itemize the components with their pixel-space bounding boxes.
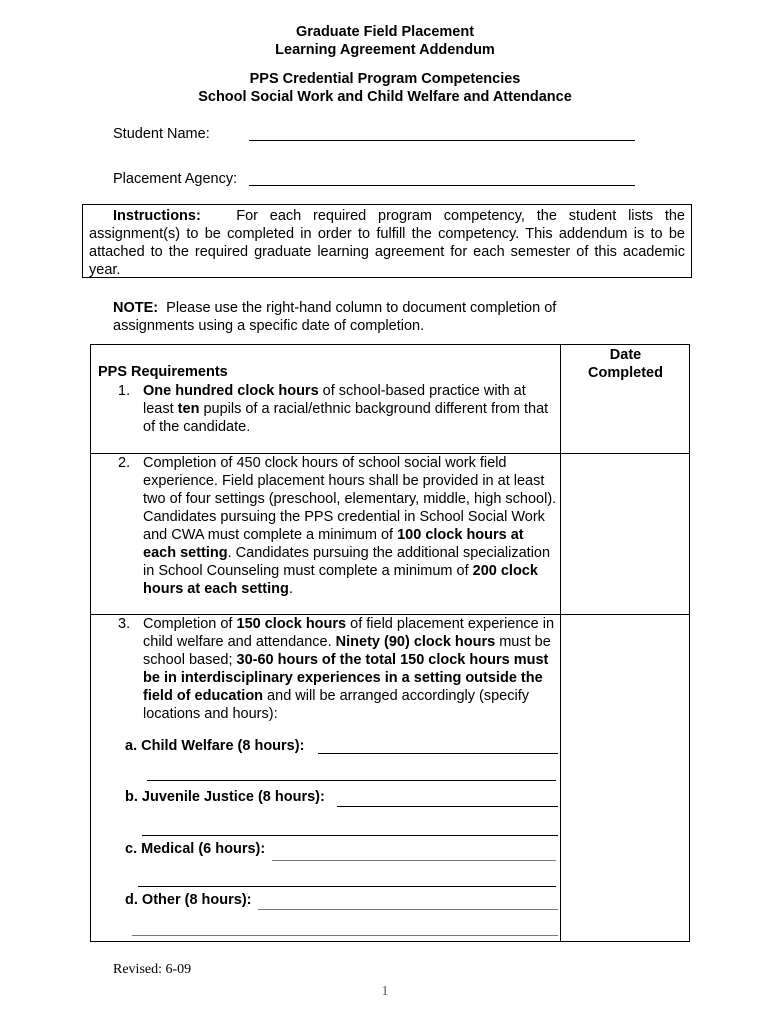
instructions-label: Instructions: [113,208,201,224]
requirement-item-1 [143,382,558,436]
medical-field[interactable] [272,860,556,861]
item-2-number: 2. [118,455,131,471]
item-1-text-2: pupils of a racial/ethnic background different from that of the candidate. [143,401,549,435]
note [113,299,556,335]
other-hours-label: d. Other (8 hours): [125,892,252,908]
other-hours-field[interactable] [258,909,558,910]
item-2-text-3: . [288,581,293,597]
item-3-text-1: Completion of [143,616,237,632]
placement-agency-label: Placement Agency: [113,171,238,187]
page-subtitle: PPS Credential Program Competencies [249,71,521,87]
juvenile-justice-field[interactable] [337,806,558,807]
item-2-bold-2: 200 clock hours at each setting [143,563,538,597]
item-2-bold-1: 100 clock hours at each setting [143,527,524,561]
date-completed-header [561,346,690,382]
juvenile-justice-field-line2[interactable] [142,835,558,836]
student-name-field[interactable] [249,140,635,141]
item-3-text-4: and will be arranged accordingly (specify locations and hours): [143,688,530,722]
item-3-bold-3: 30-60 hours of the total 150 clock hours must be in interdisciplinary experiences in a setting outside the field of education [143,652,549,704]
instructions-box [82,204,692,278]
revised-date: Revised: 6-09 [113,962,192,977]
item-2-text-2: . Candidates pursuing the additional specialization in School Counseling must complete a minimum of [143,545,551,579]
requirement-item-3 [143,615,558,723]
other-hours-field-line2[interactable] [132,935,558,936]
table-column-divider [560,344,561,942]
child-welfare-field[interactable] [318,753,558,754]
item-3-bold-1: 150 clock hours [236,616,347,632]
instructions-text: For each required program competency, the student lists the assignment(s) to be completed in order to fulfill the competency. This addendum is to be attached to the required graduate learning agreement for each semester of this academic year. [89,208,685,278]
note-label: NOTE: [113,300,159,316]
page-title: Graduate Field Placement [295,24,475,40]
page-title-line2: Learning Agreement Addendum [275,42,495,58]
student-name-label: Student Name: [113,126,210,142]
placement-agency-field[interactable] [249,185,635,186]
child-welfare-field-line2[interactable] [147,780,556,781]
requirement-item-2 [143,454,558,598]
item-3-text-3: must be school based; [143,634,551,668]
item-3-text-2: of field placement experience in child welfare and attendance. [143,616,555,650]
item-1-bold-1: One hundred clock hours [143,383,319,399]
item-3-number: 3. [118,616,131,632]
item-2-text-1: Completion of 450 clock hours of school social work field experience. Field placement hours shall be provided in at least two of four settings (preschool, elementary, middle, high school). Candidates pursuing the PPS credential in School Social Work and CWA must complete a minimum of [143,455,557,543]
item-3-bold-2: Ninety (90) clock hours [335,634,496,650]
pps-requirements-header: PPS Requirements [98,364,228,380]
item-1-number: 1. [118,383,131,399]
note-line2: assignments using a specific date of completion. [113,318,425,334]
medical-field-line2[interactable] [138,886,556,887]
item-1-text-1: of school-based practice with at least [143,383,526,417]
page-subtitle-line2: School Social Work and Child Welfare and Attendance [198,89,572,105]
page-number: 1 [381,984,389,999]
note-line1: Please use the right-hand column to document completion of [166,300,557,316]
date-header-line1: Date [609,347,642,363]
juvenile-justice-label: b. Juvenile Justice (8 hours): [125,789,325,805]
date-header-line2: Completed [588,365,663,381]
child-welfare-label: a. Child Welfare (8 hours): [125,738,305,754]
item-1-bold-2: ten [177,401,200,417]
medical-label: c. Medical (6 hours): [125,841,266,857]
